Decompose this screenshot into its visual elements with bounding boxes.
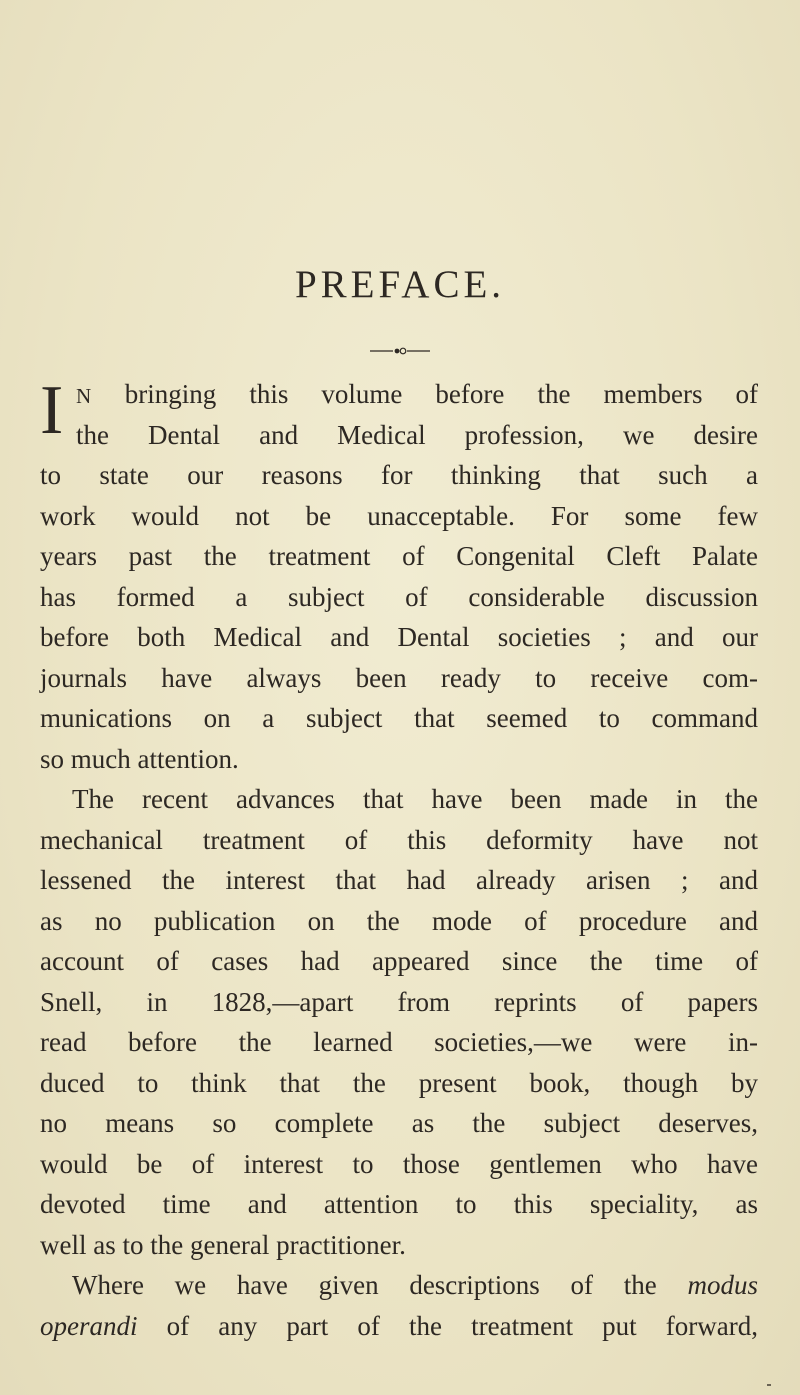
text-line: read before the learned societies,—we were in- <box>40 1027 758 1057</box>
preface-body <box>40 374 758 1346</box>
text-line: as no publication on the mode of procedure and <box>40 905 758 936</box>
print-mark <box>767 1384 771 1386</box>
text-span: bringing this volume before the members of <box>124 379 759 409</box>
small-caps-text: N <box>76 384 92 408</box>
text-line: to state our reasons for thinking that such a <box>40 460 758 490</box>
text-line: no means so complete as the subject deserves, <box>40 1108 758 1138</box>
text-line: the Dental and Medical profession, we desire <box>76 419 758 450</box>
text-line: The recent advances that have been made in the <box>72 784 758 814</box>
text-line: devoted time and attention to this speciality, as <box>40 1189 758 1219</box>
text-line <box>40 1306 758 1347</box>
text-line: duced to think that the present book, though by <box>40 1067 758 1098</box>
text-line: Snell, in 1828,—apart from reprints of papers <box>40 986 758 1017</box>
italic-text: operandi <box>40 1310 138 1341</box>
ornament-divider <box>370 346 430 356</box>
text-line <box>40 1265 758 1306</box>
text-line: munications on a subject that seemed to command <box>40 703 758 733</box>
text-span: of any part of the treatment put forward, <box>166 1310 759 1341</box>
text-line: so much attention. <box>40 743 239 774</box>
text-line: work would not be unacceptable. For some few <box>40 500 758 531</box>
text-line: would be of interest to those gentlemen who have <box>40 1148 758 1179</box>
text-line: lessened the interest that had already arisen ; and <box>40 865 758 895</box>
drop-cap: I <box>40 372 64 449</box>
page-title: PREFACE. <box>294 263 506 306</box>
text-line: before both Medical and Dental societies ; and our <box>40 622 758 652</box>
text-span: Where we have given descriptions of the <box>72 1270 657 1300</box>
text-line: journals have always been ready to receive com- <box>40 662 758 693</box>
text-line: mechanical treatment of this deformity have not <box>40 824 758 855</box>
text-line: has formed a subject of considerable discussion <box>40 581 758 612</box>
text-line: account of cases had appeared since the time of <box>40 946 758 976</box>
text-line: well as to the general practitioner. <box>40 1229 406 1260</box>
italic-text: modus <box>687 1270 758 1300</box>
text-line: years past the treatment of Congenital Cleft Palate <box>40 541 758 571</box>
